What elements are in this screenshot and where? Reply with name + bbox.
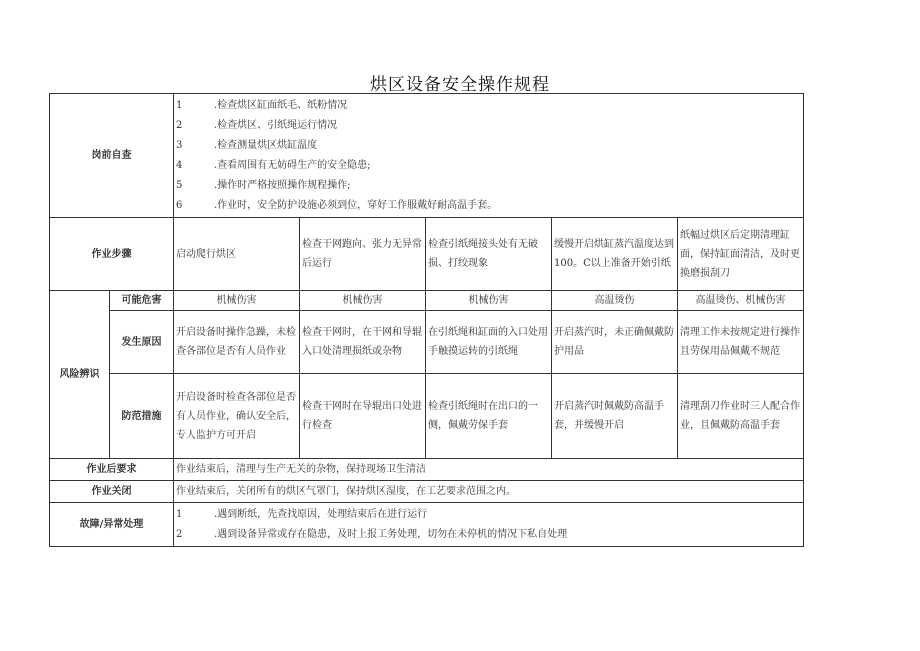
post-text: 作业结束后，清理与生产无关的杂物，保持现场卫生清洁: [174, 459, 804, 481]
cause-cell: 检查干网时，在干网和导辊入口处清理损纸或杂物: [300, 311, 426, 374]
fault-item: 2 .遇到设备异常或存在隐患，及时上报工务处理，切勿在未停机的情况下私自处理: [176, 529, 568, 540]
cause-cell: 开启设备时操作急躁，未检查各部位是否有人员作业: [174, 311, 300, 374]
step-cell: 检查引纸绳接头处有无破损、打绞现象: [426, 218, 552, 291]
precheck-item: 4 .查看周围有无妨碍生产的安全隐患;: [176, 160, 371, 171]
hazard-cell: 高温烫伤: [552, 291, 678, 311]
hazard-cell: 高温烫伤、机械伤害: [678, 291, 804, 311]
procedure-table: [49, 93, 804, 547]
precheck-item: 5 .操作时严格按照操作规程操作;: [176, 180, 351, 191]
hazard-cell: 机械伤害: [300, 291, 426, 311]
measure-cell: 开启蒸汽时佩戴防高温手套，并缓慢开启: [552, 374, 678, 459]
risk-label: 风险辨识: [50, 291, 110, 459]
steps-row: [50, 218, 804, 291]
cause-cell: 在引纸绳和缸面的入口处用手触摸运转的引纸绳: [426, 311, 552, 374]
fault-row: [50, 503, 804, 547]
measure-cell: 检查干网时在导辊出口处进行检查: [300, 374, 426, 459]
fault-list: [174, 503, 804, 547]
measure-row: [50, 374, 804, 459]
measure-cell: 开启设备时检查各部位是否有人员作业，确认安全后，专人监护方可开启: [174, 374, 300, 459]
precheck-label: 岗前自查: [50, 94, 174, 218]
close-label: 作业关闭: [50, 481, 174, 503]
page-title: 烘区设备安全操作规程: [370, 75, 550, 95]
cause-row: [50, 311, 804, 374]
measure-label: 防范措施: [110, 374, 174, 459]
cause-cell: 开启蒸汽时，未正确佩戴防护用品: [552, 311, 678, 374]
post-label: 作业后要求: [50, 459, 174, 481]
precheck-item: 1 .检查烘区缸面纸毛、纸粉情况: [176, 100, 348, 111]
step-cell: 启动爬行烘区: [174, 218, 300, 291]
step-cell: 缓慢开启烘缸蒸汽温度达到100。C以上准备开始引纸: [552, 218, 678, 291]
measure-cell: 检查引纸绳时在出口的一侧，佩戴劳保手套: [426, 374, 552, 459]
steps-label: 作业步骤: [50, 218, 174, 291]
close-text: 作业结束后，关闭所有的烘区气罩门，保持烘区湿度，在工艺要求范围之内。: [174, 481, 804, 503]
cause-cell: 清理工作未按规定进行操作且劳保用品佩戴不规范: [678, 311, 804, 374]
hazard-row: [50, 291, 804, 311]
precheck-item: 2 .检查烘区、引纸绳运行情况: [176, 120, 338, 131]
step-cell: 检查干网跑向、张力无异常后运行: [300, 218, 426, 291]
step-cell: 纸幅过烘区后定期清理缸面，保持缸面清洁，及时更换磨损刮刀: [678, 218, 804, 291]
hazard-cell: 机械伤害: [426, 291, 552, 311]
hazard-cell: 机械伤害: [174, 291, 300, 311]
measure-cell: 清理刮刀作业时三人配合作业，且佩戴防高温手套: [678, 374, 804, 459]
fault-item: 1 .遇到断纸，先查找原因，处理结束后在进行运行: [176, 509, 428, 520]
precheck-list: [174, 94, 804, 218]
post-row: [50, 459, 804, 481]
precheck-item: 6 .作业时，安全防护设施必须到位，穿好工作服戴好耐高温手套。: [176, 200, 498, 211]
precheck-item: 3 .检查测量烘区烘缸温度: [176, 140, 318, 151]
precheck-row: [50, 94, 804, 218]
fault-label: 故障/异常处理: [50, 503, 174, 547]
close-row: [50, 481, 804, 503]
cause-label: 发生原因: [110, 311, 174, 374]
hazard-label: 可能危害: [110, 291, 174, 311]
